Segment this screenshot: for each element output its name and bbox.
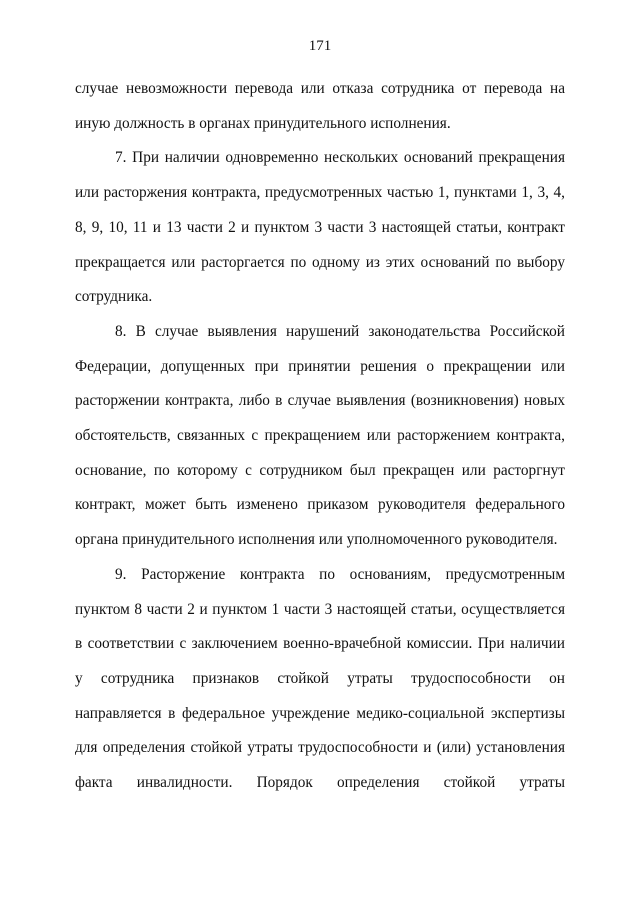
paragraph-item-8: 8. В случае выявления нарушений законодательства Российской Федерации, допущенных при принятии решения о прекращении или расторжении контракта, либо в случае выявления (возникновения) новых обстоятельств, связанных с прекращением или расторжением контракта, основание, по которому с сотрудником был прекращен или расторгнут контракт, может быть изменено приказом руководителя федерального органа принудительного исполнения или уполномоченного руководителя. bbox=[75, 322, 565, 549]
page-number: 171 bbox=[308, 38, 332, 54]
paragraph-item-9: 9. Расторжение контракта по основаниям, предусмотренным пунктом 8 части 2 и пунктом 1 части 3 настоящей статьи, осуществляется в соответствии с заключением военно-врачебной комиссии. При наличии у сотрудника признаков стойкой утраты трудоспособности он направляется в федеральное учреждение медико-социальной экспертизы для определения стойкой утраты трудоспособности и (или) установления факта инвалидности. Порядок определения стойкой утраты bbox=[75, 565, 565, 792]
paragraph-continuation: случае невозможности перевода или отказа сотрудника от перевода на иную должность в органах принудительного исполнения. bbox=[75, 80, 565, 132]
document-body bbox=[75, 72, 565, 801]
paragraph-item-7: 7. При наличии одновременно нескольких оснований прекращения или расторжения контракта, предусмотренных частью 1, пунктами 1, 3, 4, 8, 9, 10, 11 и 13 части 2 и пунктом 3 части 3 настоящей статьи, контракт прекращается или расторгается по одному из этих оснований по выбору сотрудника. bbox=[75, 149, 565, 306]
